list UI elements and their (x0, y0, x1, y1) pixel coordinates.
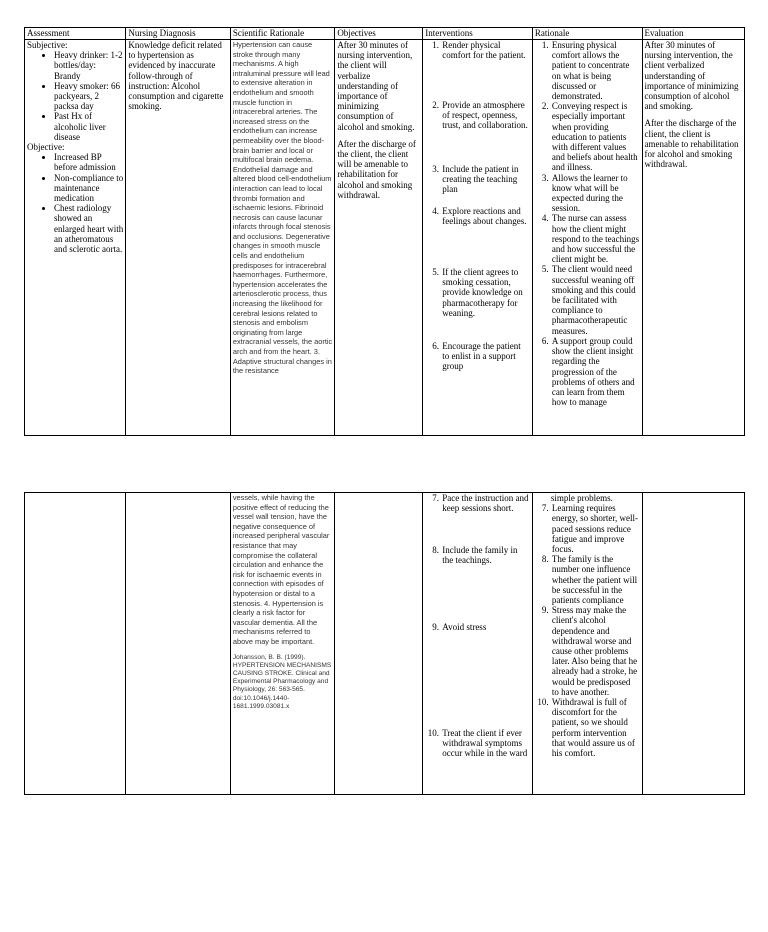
list-item: 4. Explore reactions and feelings about changes. (441, 206, 530, 267)
list-item: 9. Avoid stress (441, 622, 530, 728)
interventions-cell (423, 493, 533, 795)
list-item: 1. Render physical comfort for the patient. (441, 40, 530, 100)
list-item: 6. Encourage the patient to enlist in a support group (441, 341, 530, 372)
list-item: 5. If the client agrees to smoking cessation, provide knowledge on pharmacotherapy for weaning. (441, 267, 530, 341)
list-item: • Increased BP before admission (54, 152, 123, 172)
rationale-6-continued: simple problems. (550, 493, 613, 503)
list-item: • Non-compliance to maintenance medication (54, 173, 123, 204)
content-row (25, 493, 745, 795)
list-item: 7. Learning requires energy, so shorter, well-paced sessions reduce fatigue and improve focus. (551, 503, 640, 554)
scientific-rationale-cell (230, 40, 334, 436)
list-item: 4. The nurse can assess how the client might respond to the teachings and how successful the client might be. (551, 213, 640, 264)
list-item: • Chest radiology showed an enlarged heart with an atheromatous and sclerotic aorta. (54, 203, 123, 254)
nursing-diagnosis-cell (126, 493, 230, 795)
reference-citation: Johansson, B. B. (1999). HYPERTENSION MECHANISMS CAUSING STROKE. Clinical and Experimental Pharmacology and Physiology, 26: 563-565. doi:10.1046/j.1440-1681.1999.03081.x (232, 653, 332, 710)
header-scientific-rationale: Scientific Rationale (230, 28, 334, 40)
subjective-label: Subjective: (27, 40, 68, 50)
rationale-list (535, 503, 640, 758)
list-item: • Heavy drinker: 1-2 bottles/day: Brandy (54, 50, 123, 81)
scientific-rationale-text: vessels, while having the positive effect of reducing the vessel wall tension, have the negative consequence of increased peripheral vascular resistance that may compromise the collateral circulation and enhance the risk for ischaemic events in connection with episodes of hypotension or distal to a stenosis. 4. Hypertension is clearly a risk factor for vascular dementia. All the mechanisms referred to above may be important. (232, 493, 330, 646)
list-item: 8. Include the family in the teachings. (441, 545, 530, 622)
header-evaluation: Evaluation (642, 28, 744, 40)
list-item: 5. The client would need successful weaning off smoking and this could be facilitated with compliance to pharmacotherapeutic measures. (551, 264, 640, 335)
rationale-list (535, 40, 640, 407)
interventions-list (425, 493, 530, 759)
list-item: 3. Include the patient in creating the teaching plan (441, 164, 530, 206)
header-interventions: Interventions (423, 28, 533, 40)
evaluation-cell (642, 40, 744, 436)
evaluation-cell (642, 493, 744, 795)
list-item: 9. Stress may make the client's alcohol dependence and withdrawal worse and cause other problems later. Also being that he already had a stroke, he would be predisposed to have another. (551, 605, 640, 697)
assessment-cell (25, 493, 126, 795)
assessment-cell (25, 40, 126, 436)
rationale-cell (532, 493, 642, 795)
list-item: • Heavy smoker: 66 packyears, 2 packsa day (54, 81, 123, 112)
list-item: 1. Ensuring physical comfort allows the patient to concentrate on what is being discussed or demonstrated. (551, 40, 640, 101)
list-item: 8. The family is the number one influence whether the patient will be successful in the patients compliance (551, 554, 640, 605)
header-nursing-diagnosis: Nursing Diagnosis (126, 28, 230, 40)
list-item: • Past Hx of alcoholic liver disease (54, 111, 123, 142)
header-assessment: Assessment (25, 28, 126, 40)
care-plan-table-page-2 (24, 492, 745, 795)
list-item: 2. Provide an atmosphere of respect, openness, trust, and collaboration. (441, 100, 530, 164)
content-row (25, 40, 745, 436)
list-item: 10. Withdrawal is full of discomfort for the patient, so we should perform intervention that would assure us of his comfort. (551, 697, 640, 758)
header-row (25, 28, 745, 40)
nursing-diagnosis-cell (126, 40, 230, 436)
evaluation-1: After 30 minutes of nursing intervention, the client verbalized understanding of importance of minimizing consumption of alcohol and smoking. (644, 40, 739, 112)
header-objectives: Objectives (335, 28, 423, 40)
objective-2: After the discharge of the client, the client will be amenable to rehabilitation for alcohol and smoking withdrawal. (337, 138, 416, 200)
header-rationale: Rationale (532, 28, 642, 40)
scientific-rationale-text: Hypertension can cause stroke through many mechanisms. A high intraluminal pressure will lead to extensive alteration in endothelium and smooth muscle function in intracerebral arteries. The increased stress on the endothelium can increase permeability over the blood-brain barrier and local or multifocal brain oedema. Endothelial damage and altered blood cell-endothelium interaction can lead to local thrombi formation and ischaemic lesions. Fibrinoid necrosis can cause lacunar infarcts through focal stenosis and occlusions. Degenerative changes in smooth muscle cells and endothelium predisposes for intracerebral haemorrhages. Furthermore, hypertension accelerates the arteriosclerotic process, thus increasing the likelihood for cerebral lesions related to stenosis and embolism originating from large extracranial vessels, the aortic arch and from the heart. 3. Adaptive structural changes in the resistance (232, 40, 333, 376)
subjective-list (27, 50, 123, 142)
objectives-cell (335, 493, 423, 795)
objective-1: After 30 minutes of nursing intervention, the client will verbalize understanding of importance of minimizing consumption of alcohol and smoking. (337, 40, 415, 132)
evaluation-2: After the discharge of the client, the client is amenable to rehabilitation for alcohol and smoking withdrawal. (644, 118, 739, 170)
scientific-rationale-cell (230, 493, 334, 795)
care-plan-table-page-1 (24, 27, 745, 436)
list-item: 10. Treat the client if ever withdrawal symptoms occur while in the ward (441, 728, 530, 759)
list-item: 3. Allows the learner to know what will be expected during the session. (551, 173, 640, 214)
interventions-list (425, 40, 530, 372)
objective-label: Objective: (27, 142, 65, 153)
rationale-cell (532, 40, 642, 436)
nursing-diagnosis-text: Knowledge deficit related to hypertension as evidenced by inaccurate follow-through of instruction: Alcohol consumption and cigarette smoking. (128, 40, 224, 112)
objective-list (27, 152, 123, 254)
list-item: 2. Conveying respect is especially important when providing education to patients with different values and beliefs about health and illness. (551, 101, 640, 172)
interventions-cell (423, 40, 533, 436)
list-item: 7. Pace the instruction and keep sessions short. (441, 493, 530, 545)
list-item: 6. A support group could show the client insight regarding the progression of the problems of others and can learn from them how to manage (551, 336, 640, 407)
objectives-cell (335, 40, 423, 436)
